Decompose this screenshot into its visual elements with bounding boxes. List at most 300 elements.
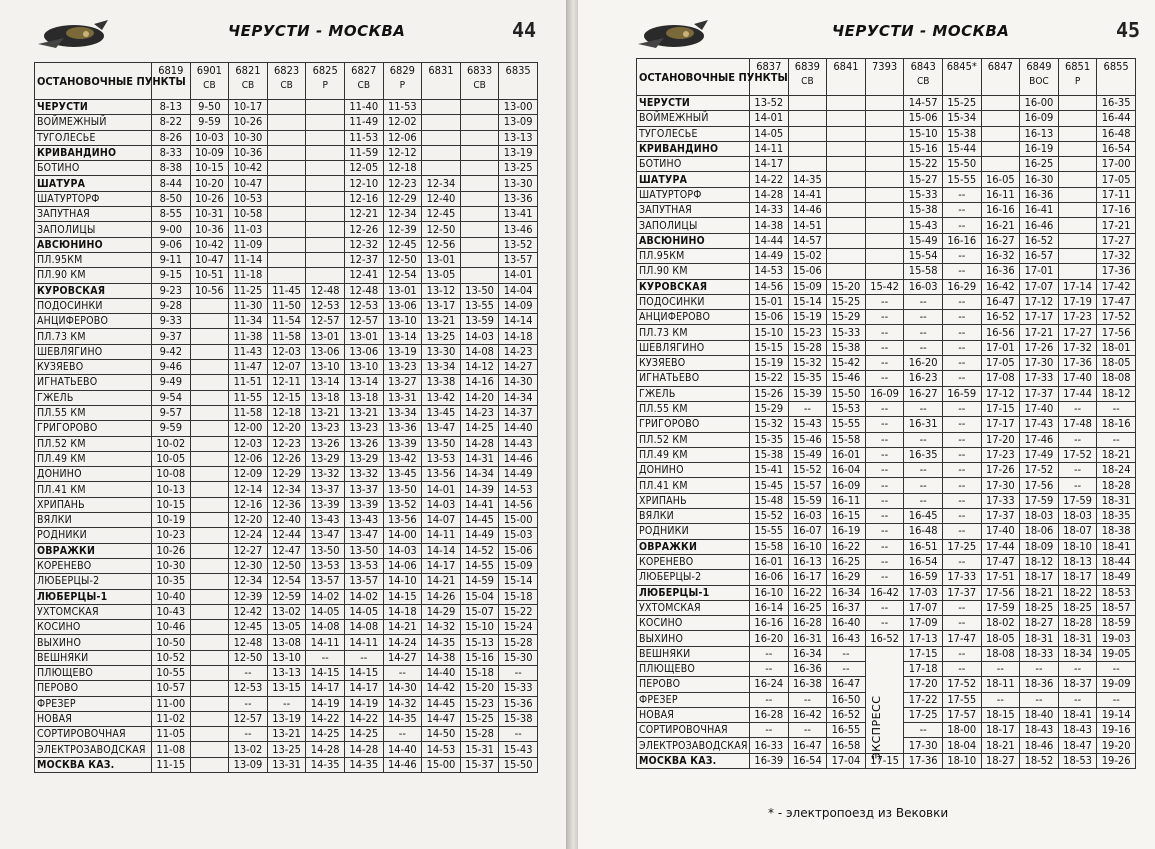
departure-time: 15-23: [788, 325, 827, 340]
departure-time: [827, 264, 866, 279]
table-row: [637, 570, 1136, 585]
departure-time: 17-17: [1020, 310, 1059, 325]
stop-name: КОСИНО: [35, 620, 152, 635]
departure-time: 14-32: [422, 620, 461, 635]
departure-time: --: [788, 723, 827, 738]
departure-time: 15-28: [460, 727, 499, 742]
departure-time: 13-30: [499, 176, 538, 191]
departure-time: 14-34: [499, 390, 538, 405]
departure-time: --: [942, 447, 981, 462]
departure-time: 12-16: [229, 497, 268, 512]
departure-time: [1058, 233, 1097, 248]
train-number: 6847: [987, 60, 1013, 73]
departure-time: 12-50: [383, 252, 422, 267]
departure-time: --: [1058, 661, 1097, 676]
departure-time: [827, 157, 866, 172]
departure-time: 14-29: [422, 604, 461, 619]
departure-time: 17-21: [1020, 325, 1059, 340]
departure-time: 16-13: [788, 554, 827, 569]
departure-time: 16-36: [1020, 187, 1059, 202]
train-number-header: [904, 59, 943, 96]
departure-time: 18-07: [1058, 524, 1097, 539]
table-row: [35, 100, 538, 115]
table-row: [637, 218, 1136, 233]
departure-time: 14-05: [306, 604, 345, 619]
departure-time: --: [1097, 401, 1136, 416]
departure-time: 14-05: [344, 604, 383, 619]
departure-time: 17-26: [1020, 340, 1059, 355]
departure-time: [190, 390, 229, 405]
table-row: [637, 585, 1136, 600]
stop-name: ЧЕРУСТИ: [637, 96, 750, 111]
departure-time: 13-52: [750, 96, 789, 111]
departure-time: 15-42: [827, 356, 866, 371]
departure-time: 10-15: [152, 497, 191, 512]
departure-time: 13-19: [267, 711, 306, 726]
departure-time: 12-39: [383, 222, 422, 237]
departure-time: 12-56: [422, 237, 461, 252]
departure-time: 16-32: [981, 248, 1020, 263]
departure-time: 11-08: [152, 742, 191, 757]
departure-time: 12-03: [229, 436, 268, 451]
table-row: [637, 447, 1136, 462]
departure-time: 12-18: [383, 161, 422, 176]
table-row: [35, 558, 538, 573]
departure-time: 16-37: [827, 600, 866, 615]
departure-time: 14-05: [750, 126, 789, 141]
departure-time: 13-45: [422, 405, 461, 420]
departure-time: 16-25: [1020, 157, 1059, 172]
departure-time: 14-04: [499, 283, 538, 298]
departure-time: 14-52: [460, 543, 499, 558]
departure-time: 13-57: [344, 574, 383, 589]
page-number: 44: [512, 18, 537, 42]
departure-time: 16-57: [1020, 248, 1059, 263]
departure-time: [827, 248, 866, 263]
departure-time: 15-14: [788, 294, 827, 309]
departure-time: 8-22: [152, 115, 191, 130]
departure-time: 17-15: [904, 646, 943, 661]
departure-time: 13-10: [344, 360, 383, 375]
departure-time: 17-25: [904, 707, 943, 722]
departure-time: 16-01: [750, 554, 789, 569]
table-row: [35, 207, 538, 222]
departure-time: 17-12: [981, 386, 1020, 401]
departure-time: 11-00: [152, 696, 191, 711]
departure-time: 10-36: [229, 145, 268, 160]
departure-time: 15-50: [499, 757, 538, 772]
stop-name: КУЗЯЕВО: [637, 356, 750, 371]
departure-time: 12-30: [229, 558, 268, 573]
stop-name: ОВРАЖКИ: [637, 539, 750, 554]
stop-name: КУРОВСКАЯ: [35, 283, 152, 298]
departure-time: 10-17: [229, 100, 268, 115]
departure-time: 16-47: [827, 677, 866, 692]
departure-time: 15-22: [904, 157, 943, 172]
departure-time: 9-46: [152, 360, 191, 375]
table-row: [35, 252, 538, 267]
departure-time: 10-30: [229, 130, 268, 145]
departure-time: 15-52: [788, 463, 827, 478]
departure-time: 12-48: [229, 635, 268, 650]
departure-time: 18-03: [1020, 509, 1059, 524]
departure-time: 13-12: [422, 283, 461, 298]
table-row: [35, 130, 538, 145]
table-row: [35, 222, 538, 237]
departure-time: 13-56: [383, 513, 422, 528]
departure-time: 13-01: [383, 283, 422, 298]
departure-time: 14-35: [422, 635, 461, 650]
departure-time: 10-09: [190, 145, 229, 160]
departure-time: 16-30: [1020, 172, 1059, 187]
departure-time: [460, 237, 499, 252]
departure-time: 12-00: [229, 421, 268, 436]
stop-name: НОВАЯ: [637, 707, 750, 722]
stop-name: ВОЙМЕЖНЫЙ: [35, 115, 152, 130]
departure-time: 12-14: [229, 482, 268, 497]
departure-time: 14-56: [499, 497, 538, 512]
train-class: Р: [322, 80, 328, 91]
departure-time: 12-29: [267, 467, 306, 482]
departure-time: 16-41: [1020, 203, 1059, 218]
departure-time: 12-21: [344, 207, 383, 222]
departure-time: 14-15: [383, 589, 422, 604]
stop-name: ФРЕЗЕР: [35, 696, 152, 711]
stop-name: КРИВАНДИНО: [637, 141, 750, 156]
departure-time: 12-36: [267, 497, 306, 512]
departure-time: 15-35: [788, 371, 827, 386]
departure-time: 15-27: [904, 172, 943, 187]
departure-time: 17-36: [1097, 264, 1136, 279]
departure-time: 14-15: [344, 665, 383, 680]
departure-time: 14-22: [750, 172, 789, 187]
departure-time: 12-24: [229, 528, 268, 543]
departure-time: 12-05: [344, 161, 383, 176]
departure-time: 15-34: [942, 111, 981, 126]
departure-time: 10-56: [190, 283, 229, 298]
train-number: 6843: [910, 60, 936, 73]
table-row: [35, 314, 538, 329]
departure-time: 15-49: [904, 233, 943, 248]
departure-time: 9-54: [152, 390, 191, 405]
stop-name: ШАТУРТОРФ: [637, 187, 750, 202]
departure-time: 12-47: [267, 543, 306, 558]
departure-time: --: [1020, 692, 1059, 707]
departure-time: --: [865, 447, 904, 462]
departure-time: [190, 528, 229, 543]
departure-time: 13-19: [383, 344, 422, 359]
departure-time: 13-18: [344, 390, 383, 405]
departure-time: 9-57: [152, 405, 191, 420]
departure-time: 17-56: [981, 585, 1020, 600]
page-title: ЧЕРУСТИ - МОСКВА: [832, 22, 1010, 40]
departure-time: 14-24: [383, 635, 422, 650]
departure-time: --: [942, 310, 981, 325]
departure-time: 15-50: [827, 386, 866, 401]
departure-time: [827, 218, 866, 233]
departure-time: 14-41: [788, 187, 827, 202]
departure-time: [190, 589, 229, 604]
table-row: [637, 325, 1136, 340]
departure-time: 11-03: [229, 222, 268, 237]
train-number-header: [190, 63, 229, 100]
stop-name: ЗАПУТНАЯ: [637, 203, 750, 218]
departure-time: 17-57: [942, 707, 981, 722]
departure-time: 12-15: [267, 390, 306, 405]
departure-time: 8-13: [152, 100, 191, 115]
departure-time: 9-37: [152, 329, 191, 344]
departure-time: 17-26: [981, 463, 1020, 478]
departure-time: 15-06: [904, 111, 943, 126]
departure-time: 12-40: [422, 191, 461, 206]
departure-time: 17-05: [1097, 172, 1136, 187]
table-row: [35, 513, 538, 528]
departure-time: --: [981, 661, 1020, 676]
departure-time: 17-09: [904, 616, 943, 631]
departure-time: 9-59: [190, 115, 229, 130]
departure-time: [190, 665, 229, 680]
table-row: [637, 539, 1136, 554]
stop-name: ГРИГОРОВО: [637, 417, 750, 432]
stop-name: КУРОВСКАЯ: [637, 279, 750, 294]
departure-time: 14-46: [383, 757, 422, 772]
departure-time: 17-30: [981, 478, 1020, 493]
table-row: [35, 681, 538, 696]
departure-time: 17-40: [981, 524, 1020, 539]
departure-time: 17-27: [1097, 233, 1136, 248]
departure-time: 15-32: [788, 356, 827, 371]
departure-time: --: [750, 646, 789, 661]
page-number: 45: [1116, 18, 1141, 42]
departure-time: 12-06: [229, 451, 268, 466]
departure-time: 17-42: [1097, 279, 1136, 294]
departure-time: --: [865, 325, 904, 340]
stop-name: ГЖЕЛЬ: [637, 386, 750, 401]
departure-time: 16-25: [788, 600, 827, 615]
departure-time: [306, 237, 345, 252]
train-number-header: [827, 59, 866, 96]
departure-time: 15-09: [499, 558, 538, 573]
departure-time: 18-12: [1097, 386, 1136, 401]
train-number-header: [267, 63, 306, 100]
departure-time: 15-58: [750, 539, 789, 554]
departure-time: 15-35: [750, 432, 789, 447]
departure-time: 18-46: [1020, 738, 1059, 753]
stop-name: ПЕРОВО: [637, 677, 750, 692]
departure-time: 18-12: [1020, 554, 1059, 569]
stop-name: МОСКВА КАЗ.: [637, 753, 750, 768]
stops-column-header: ОСТАНОВОЧНЫЕ ПУНКТЫ: [35, 63, 152, 100]
departure-time: 18-53: [1058, 753, 1097, 768]
stop-name: ЭЛЕКТРОЗАВОДСКАЯ: [35, 742, 152, 757]
table-row: [35, 528, 538, 543]
departure-time: 11-47: [229, 360, 268, 375]
book-gutter: [566, 0, 578, 849]
departure-time: 14-49: [499, 467, 538, 482]
departure-time: 14-20: [460, 390, 499, 405]
departure-time: 14-57: [788, 233, 827, 248]
stop-name: ПЛ.90 КМ: [637, 264, 750, 279]
departure-time: 11-38: [229, 329, 268, 344]
departure-time: 16-16: [942, 233, 981, 248]
departure-time: 15-06: [788, 264, 827, 279]
departure-time: 11-49: [344, 115, 383, 130]
departure-time: 12-26: [267, 451, 306, 466]
departure-time: 16-06: [750, 570, 789, 585]
departure-time: [190, 344, 229, 359]
departure-time: 15-00: [499, 513, 538, 528]
departure-time: 14-14: [499, 314, 538, 329]
departure-time: 15-29: [827, 310, 866, 325]
departure-time: 12-40: [267, 513, 306, 528]
departure-time: 14-49: [750, 248, 789, 263]
departure-time: 17-52: [942, 677, 981, 692]
departure-time: 10-35: [152, 574, 191, 589]
departure-time: 11-02: [152, 711, 191, 726]
departure-time: 10-30: [152, 558, 191, 573]
departure-time: 18-09: [1020, 539, 1059, 554]
departure-time: 13-29: [306, 451, 345, 466]
departure-time: 11-30: [229, 298, 268, 313]
departure-time: 18-34: [1058, 646, 1097, 661]
departure-time: 14-57: [904, 96, 943, 111]
departure-time: 18-21: [1020, 585, 1059, 600]
departure-time: 17-37: [942, 585, 981, 600]
departure-time: 12-20: [229, 513, 268, 528]
departure-time: 12-53: [306, 298, 345, 313]
departure-time: 14-44: [750, 233, 789, 248]
departure-time: 18-05: [981, 631, 1020, 646]
departure-time: --: [1058, 463, 1097, 478]
departure-time: [827, 111, 866, 126]
stop-name: ШАТУРА: [637, 172, 750, 187]
departure-time: 17-33: [981, 493, 1020, 508]
departure-time: 12-20: [267, 421, 306, 436]
departure-time: 14-35: [383, 711, 422, 726]
departure-time: 13-52: [499, 237, 538, 252]
table-row: [637, 631, 1136, 646]
departure-time: 18-02: [981, 616, 1020, 631]
departure-time: [422, 130, 461, 145]
departure-time: 15-46: [827, 371, 866, 386]
departure-time: 18-35: [1097, 509, 1136, 524]
train-number-header: [1097, 59, 1136, 96]
departure-time: --: [1058, 401, 1097, 416]
departure-time: --: [942, 294, 981, 309]
departure-time: --: [942, 340, 981, 355]
departure-time: --: [942, 646, 981, 661]
departure-time: 17-21: [1097, 218, 1136, 233]
departure-time: 15-18: [499, 589, 538, 604]
departure-time: --: [499, 665, 538, 680]
departure-time: 14-27: [383, 650, 422, 665]
departure-time: 11-25: [229, 283, 268, 298]
departure-time: 10-42: [190, 237, 229, 252]
departure-time: 17-49: [1020, 447, 1059, 462]
departure-time: --: [1097, 432, 1136, 447]
departure-time: 15-33: [904, 187, 943, 202]
departure-time: [306, 161, 345, 176]
departure-time: 14-00: [383, 528, 422, 543]
departure-time: 11-45: [267, 283, 306, 298]
departure-time: 15-14: [499, 574, 538, 589]
departure-time: --: [344, 650, 383, 665]
table-row: [637, 738, 1136, 753]
departure-time: 13-47: [422, 421, 461, 436]
departure-time: 14-45: [460, 513, 499, 528]
departure-time: 16-52: [827, 707, 866, 722]
departure-time: 14-50: [422, 727, 461, 742]
departure-time: 17-59: [1058, 493, 1097, 508]
departure-time: 13-36: [499, 191, 538, 206]
departure-time: 18-05: [1097, 356, 1136, 371]
departure-time: --: [904, 401, 943, 416]
departure-time: 16-20: [750, 631, 789, 646]
departure-time: [827, 233, 866, 248]
departure-time: 12-32: [344, 237, 383, 252]
departure-time: 16-27: [981, 233, 1020, 248]
departure-time: 15-28: [499, 635, 538, 650]
departure-time: 10-46: [152, 620, 191, 635]
departure-time: 15-53: [827, 401, 866, 416]
departure-time: 16-59: [942, 386, 981, 401]
departure-time: 8-50: [152, 191, 191, 206]
table-row: [35, 283, 538, 298]
departure-time: 10-52: [152, 650, 191, 665]
departure-time: 17-40: [1058, 371, 1097, 386]
departure-time: 15-10: [750, 325, 789, 340]
table-row: [35, 268, 538, 283]
departure-time: 16-42: [865, 585, 904, 600]
departure-time: [827, 187, 866, 202]
departure-time: 17-30: [1020, 356, 1059, 371]
train-class: ВОС: [1029, 76, 1049, 87]
departure-time: 13-02: [229, 742, 268, 757]
departure-time: 14-32: [383, 696, 422, 711]
departure-time: 13-31: [267, 757, 306, 772]
departure-time: 16-09: [865, 386, 904, 401]
table-row: [35, 650, 538, 665]
departure-time: 10-43: [152, 604, 191, 619]
departure-time: 18-41: [1058, 707, 1097, 722]
table-row: [35, 451, 538, 466]
table-row: [637, 493, 1136, 508]
departure-time: 15-58: [904, 264, 943, 279]
stop-name: ПОДОСИНКИ: [35, 298, 152, 313]
departure-time: 14-01: [750, 111, 789, 126]
departure-time: 17-33: [942, 570, 981, 585]
departure-time: [981, 111, 1020, 126]
departure-time: 14-42: [422, 681, 461, 696]
departure-time: 19-05: [1097, 646, 1136, 661]
departure-time: 10-53: [229, 191, 268, 206]
express-label: ЭКСПРЕСС: [870, 695, 883, 760]
departure-time: 12-50: [229, 650, 268, 665]
departure-time: [267, 237, 306, 252]
departure-time: 18-03: [1058, 509, 1097, 524]
departure-time: 10-20: [190, 176, 229, 191]
departure-time: --: [1020, 661, 1059, 676]
departure-time: 16-36: [788, 661, 827, 676]
train-class: СВ: [473, 80, 486, 91]
stop-name: ИГНАТЬЕВО: [637, 371, 750, 386]
departure-time: 11-55: [229, 390, 268, 405]
departure-time: --: [942, 661, 981, 676]
departure-time: [827, 96, 866, 111]
departure-time: [865, 248, 904, 263]
departure-time: [460, 268, 499, 283]
departure-time: 17-46: [1020, 432, 1059, 447]
